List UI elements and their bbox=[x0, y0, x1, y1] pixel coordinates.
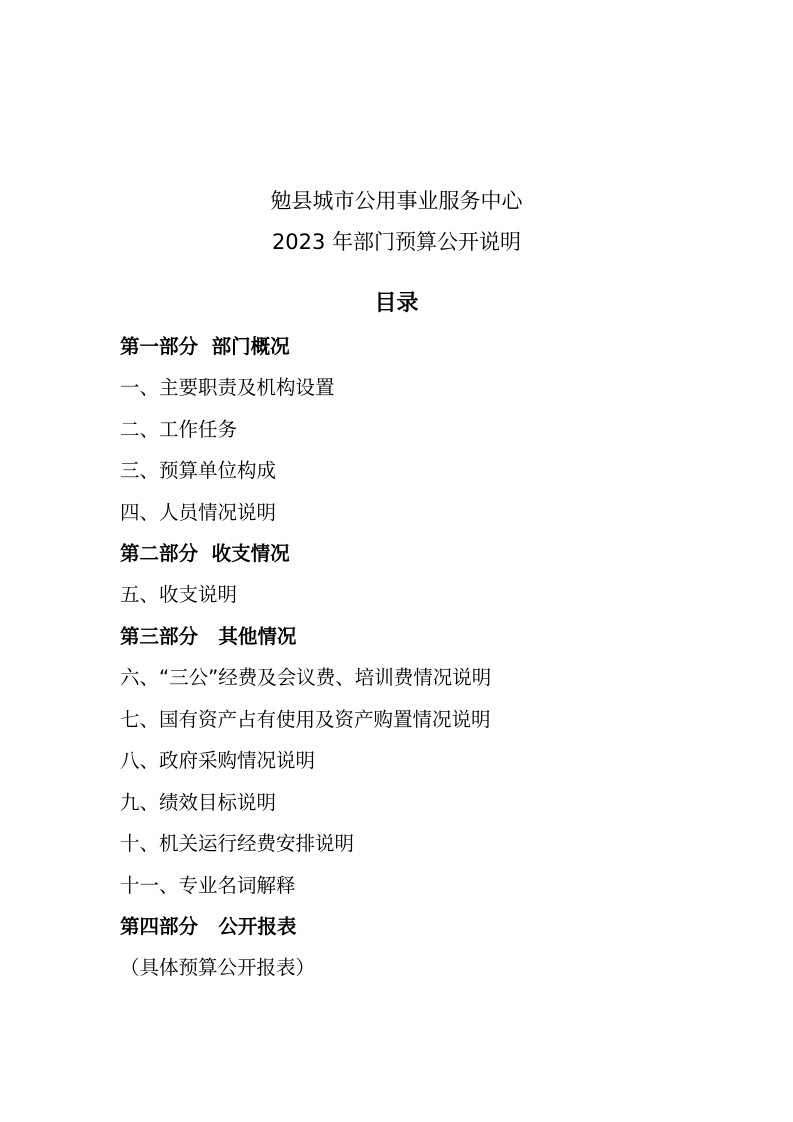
toc-item-6: 六、“三公”经费及会议费、培训费情况说明 bbox=[120, 666, 492, 689]
toc-item-11: 十一、专业名词解释 bbox=[120, 874, 296, 897]
toc-item-reports: （具体预算公开报表） bbox=[120, 956, 316, 979]
toc-part-4: 第四部分 公开报表 bbox=[120, 915, 297, 938]
toc-part-2: 第二部分 收支情况 bbox=[120, 542, 290, 565]
toc-heading: 目录 bbox=[374, 291, 419, 316]
toc-item-9: 九、绩效目标说明 bbox=[120, 791, 277, 814]
toc-item-1: 一、主要职责及机构设置 bbox=[120, 376, 335, 399]
toc-part-1: 第一部分 部门概况 bbox=[120, 335, 290, 358]
toc-item-4: 四、人员情况说明 bbox=[120, 501, 277, 524]
document-title-line-1: 勉县城市公用事业服务中心 bbox=[270, 189, 523, 213]
toc-item-3: 三、预算单位构成 bbox=[120, 459, 277, 482]
toc-part-3: 第三部分 其他情况 bbox=[120, 625, 297, 648]
toc-item-7: 七、国有资产占有使用及资产购置情况说明 bbox=[120, 708, 491, 731]
toc-item-5: 五、收支说明 bbox=[120, 583, 238, 606]
toc-item-2: 二、工作任务 bbox=[120, 418, 238, 441]
toc-item-10: 十、机关运行经费安排说明 bbox=[120, 832, 355, 855]
document-title-line-2: 2023 年部门预算公开说明 bbox=[271, 230, 522, 254]
toc-item-8: 八、政府采购情况说明 bbox=[120, 749, 316, 772]
